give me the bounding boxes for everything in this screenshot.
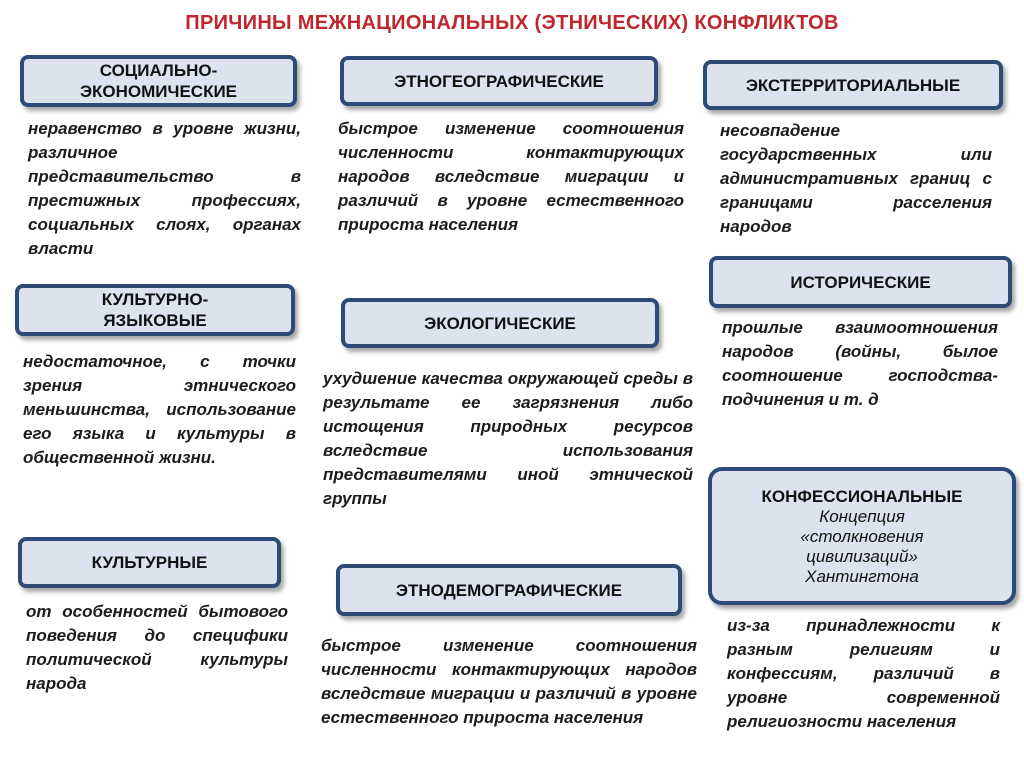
ethnodemographic-label: ЭТНОДЕМОГРАФИЧЕСКИЕ	[395, 580, 623, 600]
socio-economic-box	[20, 55, 297, 107]
confessional-label: КОНФЕССИОНАЛЬНЫЕ	[761, 486, 963, 506]
historical-desc: прошлые взаимоотношения народов (войны, былое соотношение господства-подчинения и т. д	[722, 318, 998, 409]
cultural-linguistic-desc: недостаточное, с точки зрения этнического меньшинства, использование его языка и культуры в общественной жизни.	[23, 352, 296, 467]
ethnogeographic-box	[340, 56, 658, 106]
ethnogeographic-label: ЭТНОГЕОГРАФИЧЕСКИЕ	[394, 71, 604, 91]
cultural-linguistic-box	[15, 284, 295, 336]
page-title: ПРИЧИНЫ МЕЖНАЦИОНАЛЬНЫХ (ЭТНИЧЕСКИХ) КОНФЛИКТОВ	[185, 12, 839, 34]
extraterritorial-desc: несовпадение государственных или административных границ с границами расселения народов	[720, 121, 992, 236]
ethnodemographic-desc: быстрое изменение соотношения численности контактирующих народов вследствие миграции и различий в уровне естественного прироста населения	[321, 636, 697, 727]
cultural-box	[18, 537, 281, 588]
extraterritorial-box	[703, 60, 1003, 110]
ecological-label: ЭКОЛОГИЧЕСКИЕ	[424, 313, 576, 333]
confessional-desc: из-за принадлежности к разным религиям и конфессиям, различий в уровне современной религиозности населения	[727, 616, 1000, 731]
socio-economic-label: СОЦИАЛЬНО-ЭКОНОМИЧЕСКИЕ	[79, 61, 238, 101]
ethnodemographic-box	[336, 564, 682, 616]
socio-economic-desc: неравенство в уровне жизни, различное представительство в престижных профессиях, социальных слоях, органах власти	[28, 119, 301, 258]
historical-box	[709, 256, 1012, 308]
ethnogeographic-desc: быстрое изменение соотношения численности контактирующих народов вследствие миграции и различий в уровне естественного прироста населения	[338, 119, 684, 234]
confessional-concept: Концепция «столкновения цивилизаций» Хантингтона	[800, 506, 924, 586]
ecological-desc: ухудшение качества окружающей среды в результате ее загрязнения либо истощения природных ресурсов вследствие использования представителями иной этнической группы	[323, 369, 693, 508]
cultural-desc: от особенностей бытового поведения до специфики политической культуры народа	[26, 602, 288, 693]
extraterritorial-label: ЭКСТЕРРИТОРИАЛЬНЫЕ	[745, 75, 961, 95]
confessional-box	[708, 467, 1016, 605]
cultural-linguistic-label: КУЛЬТУРНО-ЯЗЫКОВЫЕ	[101, 290, 209, 330]
ecological-box	[341, 298, 659, 348]
historical-label: ИСТОРИЧЕСКИЕ	[790, 272, 931, 292]
cultural-label: КУЛЬТУРНЫЕ	[91, 553, 208, 572]
